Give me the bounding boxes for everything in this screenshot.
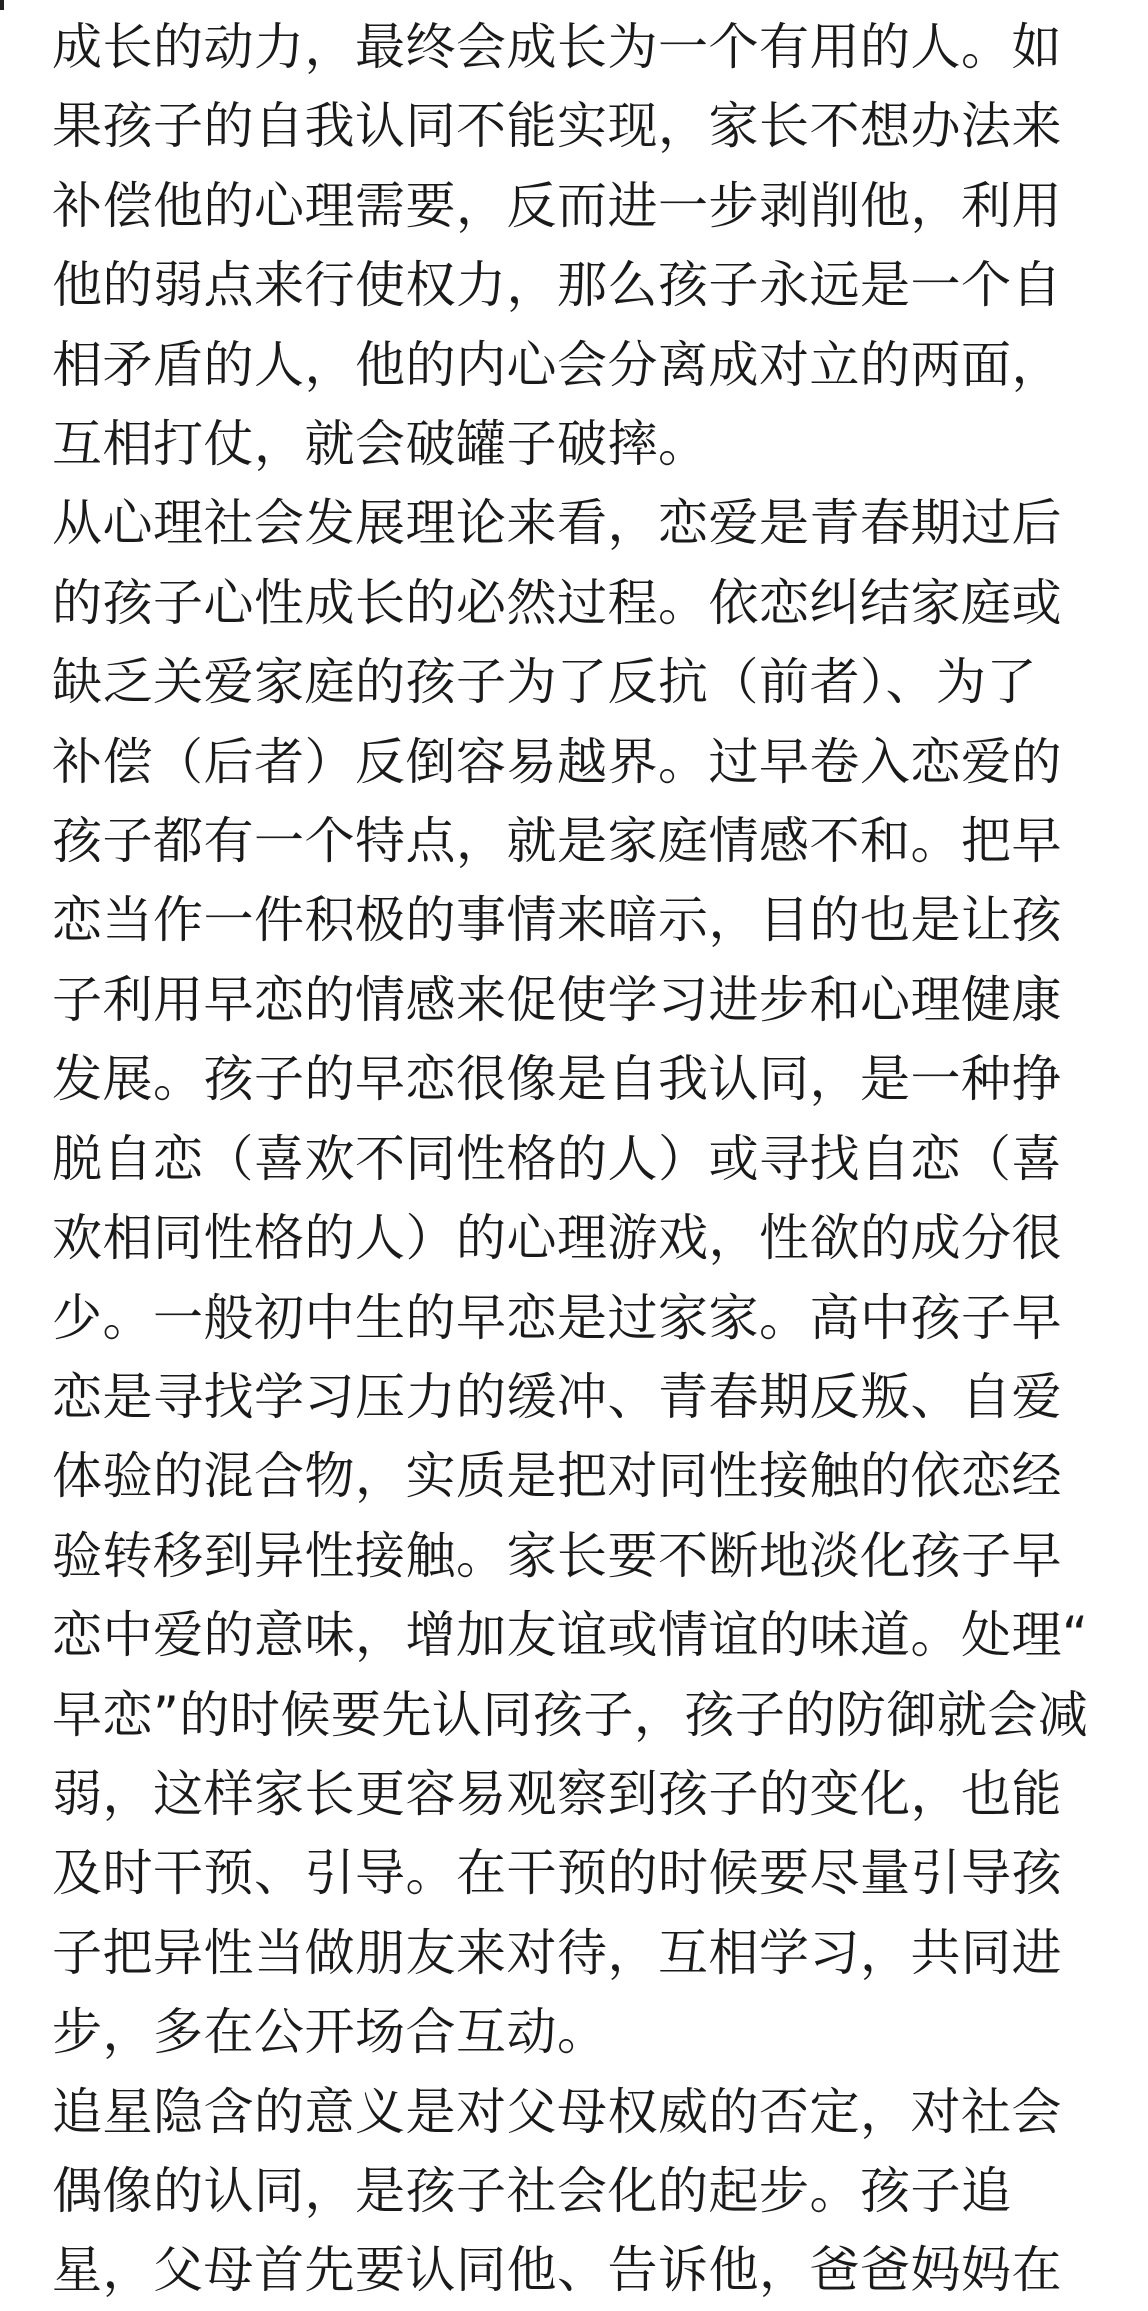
- text-line: 孩子都有一个特点，就是家庭情感不和。把早: [52, 812, 1062, 871]
- text-line: 脱自恋（喜欢不同性格的人）或寻找自恋（喜: [52, 1129, 1062, 1188]
- text-line: 他的弱点来行使权力，那么孩子永远是一个自: [52, 256, 1062, 315]
- text-line: 欢相同性格的人）的心理游戏，性欲的成分很: [52, 1209, 1062, 1268]
- paragraph: [52, 484, 1112, 2072]
- page-corner-mark: [0, 0, 4, 10]
- text-line: 补偿（后者）反倒容易越界。过早卷入恋爱的: [52, 732, 1062, 791]
- text-line: 子利用早恋的情感来促使学习进步和心理健康: [52, 970, 1062, 1029]
- text-line: 少。一般初中生的早恋是过家家。高中孩子早: [52, 1288, 1062, 1347]
- paragraph: [52, 2073, 1112, 2311]
- text-line: 补偿他的心理需要，反而进一步剥削他，利用: [52, 176, 1062, 235]
- article-body: [52, 8, 1112, 2311]
- text-line: 偶像的认同，是孩子社会化的起步。孩子追: [52, 2161, 1012, 2220]
- text-line: 从心理社会发展理论来看，恋爱是青春期过后: [52, 494, 1062, 553]
- text-line: 步，多在公开场合互动。: [52, 2003, 608, 2062]
- text-line: 成长的动力，最终会成长为一个有用的人。如: [52, 18, 1062, 76]
- text-line: 子把异性当做朋友来对待，互相学习，共同进: [52, 1923, 1062, 1982]
- text-line: 果孩子的自我认同不能实现，家长不想办法来: [52, 97, 1062, 156]
- text-line: 弱，这样家长更容易观察到孩子的变化，也能: [52, 1764, 1062, 1823]
- text-line: 相矛盾的人，他的内心会分离成对立的两面，: [52, 335, 1062, 394]
- text-line: 恋中爱的意味，增加友谊或情谊的味道。处理“: [52, 1606, 1089, 1665]
- text-line: 缺乏关爱家庭的孩子为了反抗（前者）、为了: [52, 653, 1037, 712]
- text-line: 星，父母首先要认同他、告诉他，爸爸妈妈在: [52, 2241, 1062, 2300]
- text-line: 早恋”的时候要先认同孩子，孩子的防御就会减: [52, 1685, 1089, 1744]
- text-line: 的孩子心性成长的必然过程。依恋纠结家庭或: [52, 573, 1062, 632]
- text-line: 体验的混合物，实质是把对同性接触的依恋经: [52, 1447, 1062, 1506]
- text-line: 恋当作一件积极的事情来暗示，目的也是让孩: [52, 891, 1062, 950]
- text-line: 互相打仗，就会破罐子破摔。: [52, 415, 709, 474]
- text-line: 验转移到异性接触。家长要不断地淡化孩子早: [52, 1526, 1062, 1585]
- text-line: 恋是寻找学习压力的缓冲、青春期反叛、自爱: [52, 1367, 1062, 1426]
- text-line: 发展。孩子的早恋很像是自我认同，是一种挣: [52, 1050, 1062, 1109]
- text-line: 及时干预、引导。在干预的时候要尽量引导孩: [52, 1844, 1062, 1903]
- paragraph: [52, 8, 1112, 484]
- text-line: 追星隐含的意义是对父母权威的否定，对社会: [52, 2082, 1062, 2141]
